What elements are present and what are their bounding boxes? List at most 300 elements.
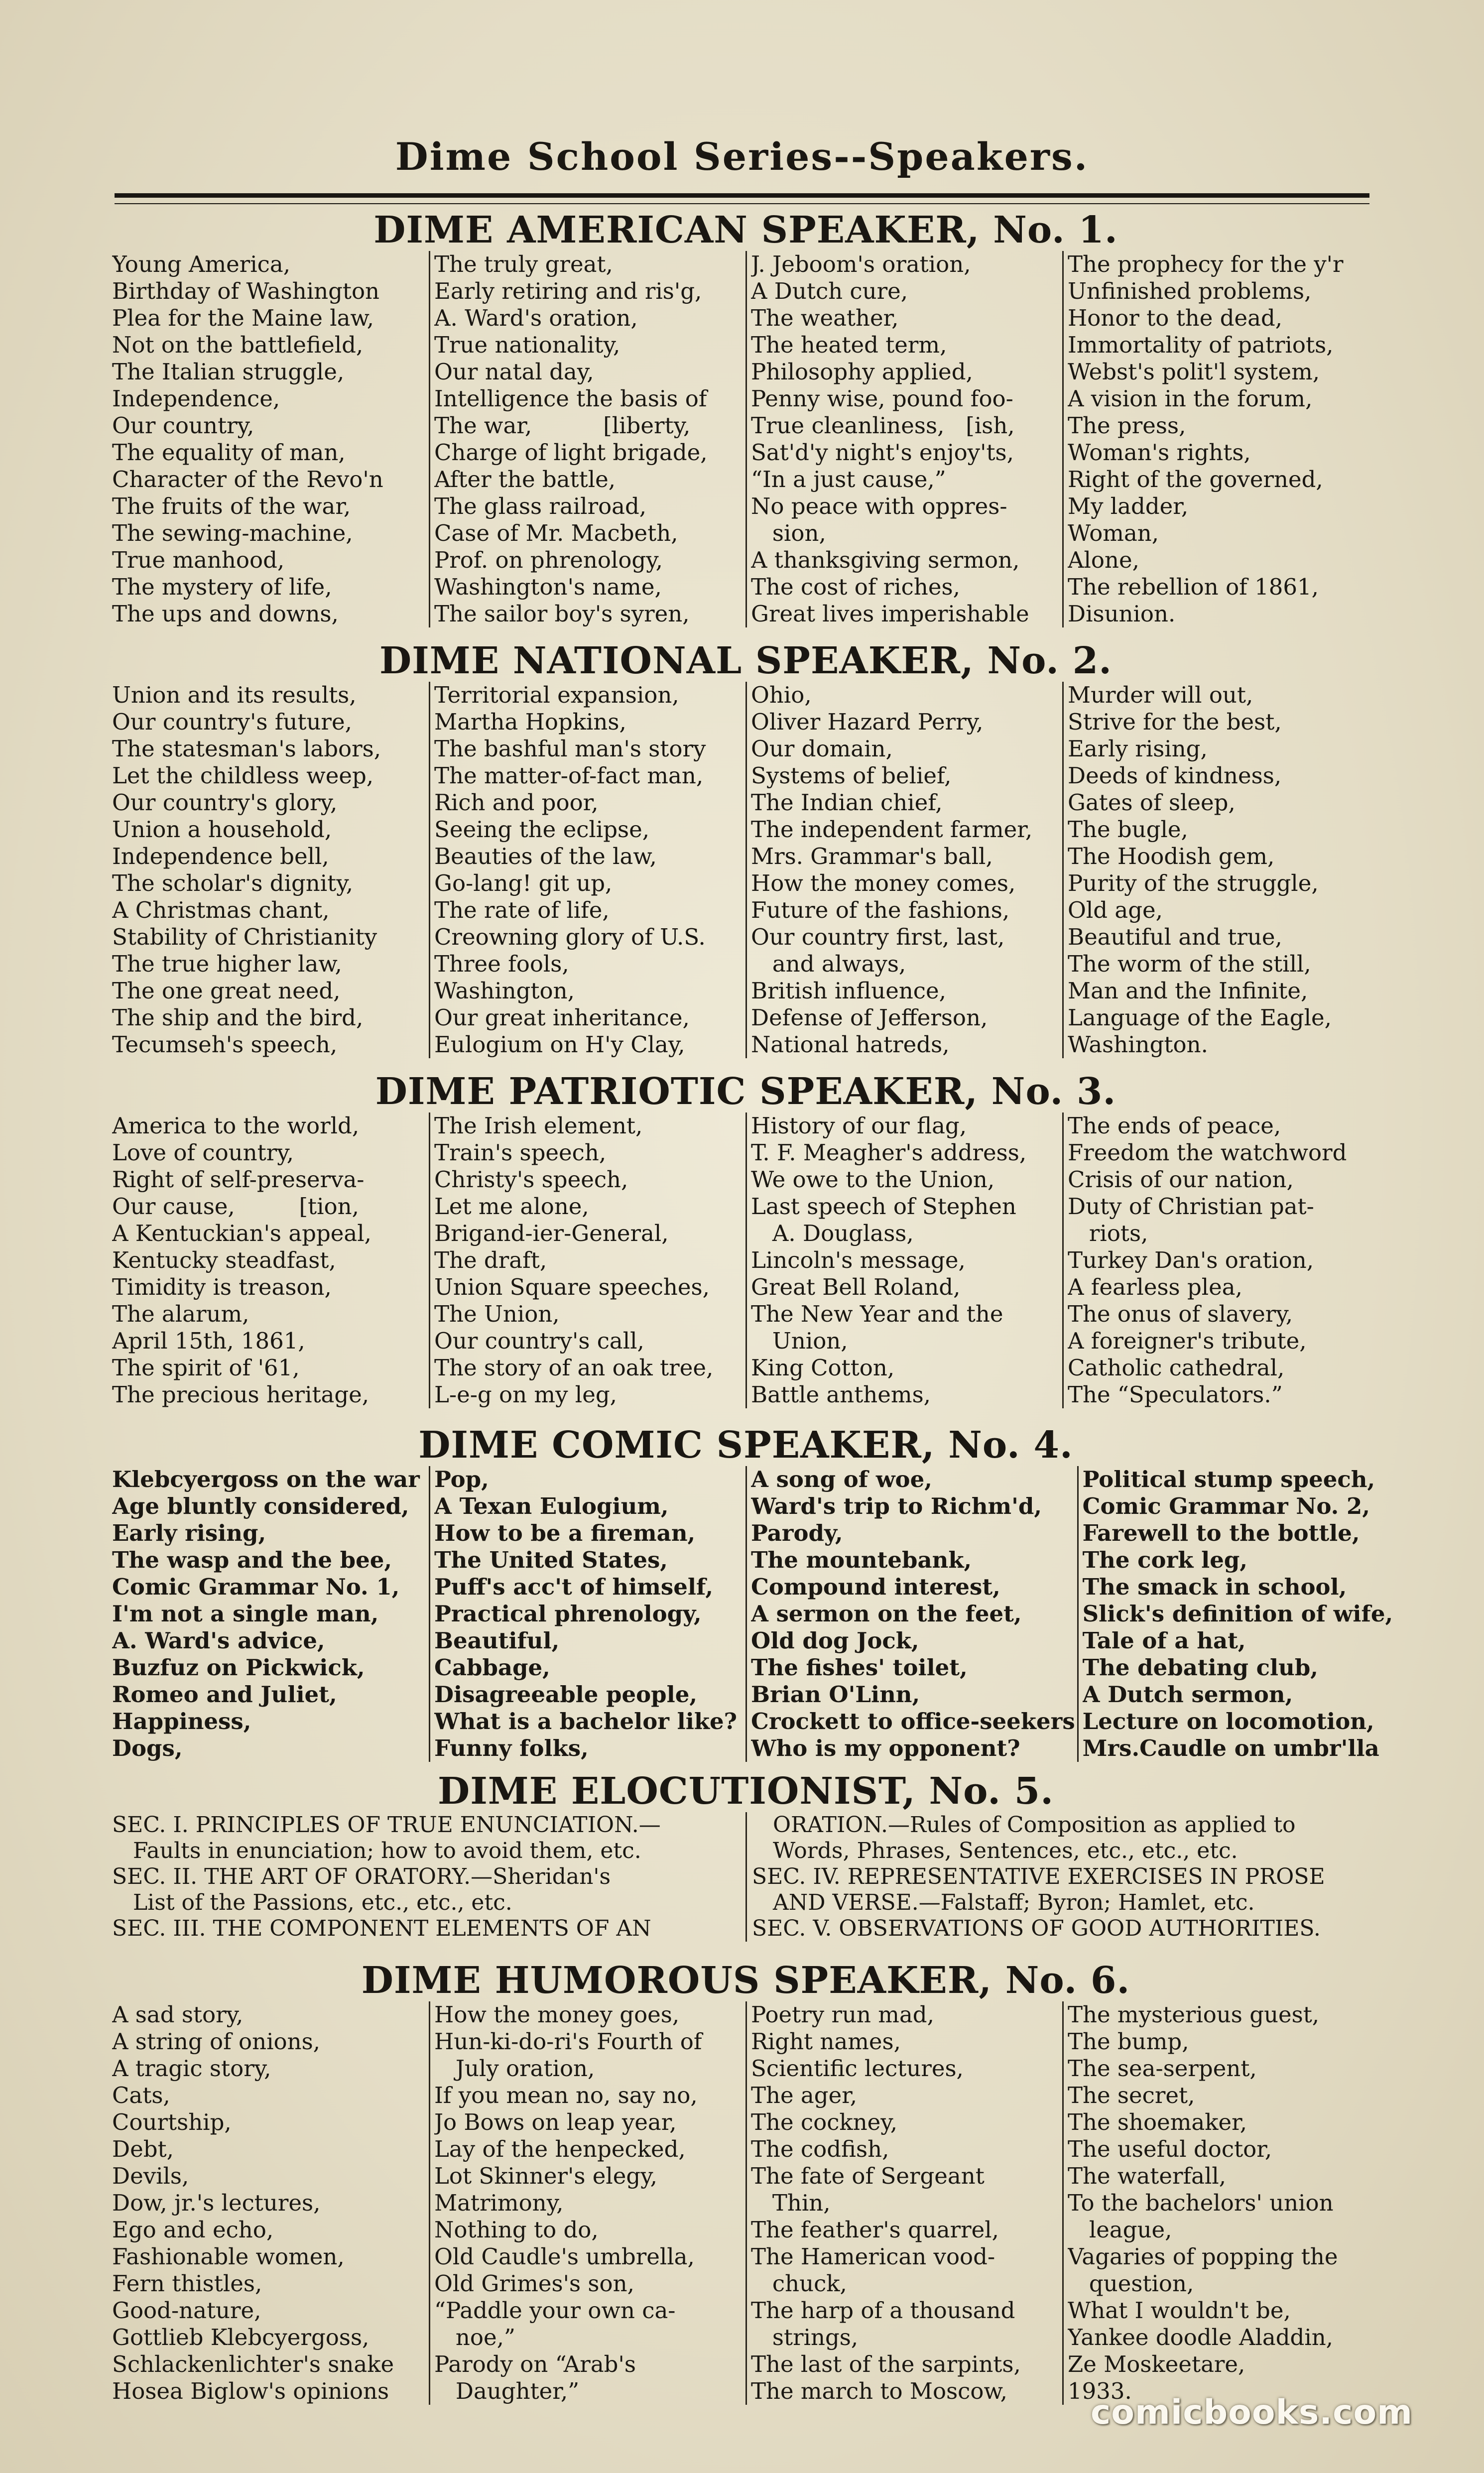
- speech-title: Cabbage,: [434, 1654, 550, 1681]
- speech-title: July oration,: [434, 2055, 595, 2082]
- speech-title: How the money goes,: [434, 2001, 680, 2028]
- speech-title: The cork leg,: [1082, 1547, 1247, 1573]
- speech-title: Hosea Biglow's opinions: [112, 2378, 389, 2404]
- speech-title: Parody,: [751, 1520, 843, 1546]
- speech-title: A. Ward's oration,: [434, 305, 638, 331]
- speech-column: [1062, 251, 1379, 627]
- section-american-speaker: [112, 209, 1379, 627]
- speech-title: Old age,: [1068, 897, 1163, 923]
- section-heading: DIME ELOCUTIONIST, No. 5.: [438, 1770, 1054, 1813]
- elocution-line: AND VERSE.—Falstaff; Byron; Hamlet, etc.: [752, 1890, 1255, 1915]
- speech-title: Defense of Jefferson,: [751, 1004, 988, 1031]
- speech-title: A vision in the forum,: [1068, 385, 1313, 412]
- speech-title: Philosophy applied,: [751, 359, 973, 385]
- speech-title: Webst's polit'l system,: [1068, 359, 1320, 385]
- speech-title: True manhood,: [112, 547, 285, 573]
- speech-title: Poetry run mad,: [751, 2001, 934, 2028]
- speech-title: A Dutch sermon,: [1082, 1681, 1293, 1708]
- speech-title: Seeing the eclipse,: [434, 816, 650, 843]
- speech-title: A tragic story,: [112, 2055, 271, 2082]
- speech-title: Happiness,: [112, 1708, 251, 1734]
- speech-title: Lay of the henpecked,: [434, 2136, 686, 2162]
- speech-title: The secret,: [1068, 2082, 1195, 2108]
- speech-title: Christy's speech,: [434, 1166, 628, 1193]
- speech-title: Vagaries of popping the: [1068, 2243, 1338, 2270]
- speech-title: Intelligence the basis of: [434, 385, 707, 412]
- speech-title: True nationality,: [434, 332, 620, 358]
- speech-title: If you mean no, say no,: [434, 2082, 698, 2108]
- speech-title: Prof. on phrenology,: [434, 547, 663, 573]
- speech-title: The onus of slavery,: [1068, 1301, 1293, 1327]
- speech-title: I'm not a single man,: [112, 1601, 379, 1627]
- speech-title: Fern thistles,: [112, 2270, 262, 2297]
- speech-title: Washington's name,: [434, 574, 662, 600]
- speech-title: The fishes' toilet,: [751, 1654, 968, 1681]
- speech-title: Creowning glory of U.S.: [434, 924, 706, 950]
- speech-title: Who is my opponent?: [751, 1735, 1020, 1761]
- speech-column: [429, 682, 745, 1058]
- section-heading: DIME NATIONAL SPEAKER, No. 2.: [379, 639, 1112, 682]
- speech-title: The cost of riches,: [751, 574, 960, 600]
- speech-title: A song of woe,: [751, 1466, 932, 1492]
- speech-title: Practical phrenology,: [434, 1601, 702, 1627]
- speech-title: Lincoln's message,: [751, 1247, 966, 1273]
- speech-title: The New Year and the: [751, 1301, 1003, 1327]
- speech-title: L-e-g on my leg,: [434, 1381, 617, 1408]
- speech-title: sion,: [751, 520, 826, 546]
- speech-column: [429, 1113, 745, 1408]
- speech-title: Good-nature,: [112, 2297, 261, 2324]
- speech-title: The shoemaker,: [1068, 2109, 1247, 2135]
- elocution-column: [745, 1812, 1379, 1942]
- speech-title: Honor to the dead,: [1068, 305, 1283, 331]
- speech-column: [745, 251, 1062, 627]
- speech-title: After the battle,: [434, 466, 616, 493]
- speech-title: The story of an oak tree,: [434, 1355, 714, 1381]
- speech-title: Yankee doodle Aladdin,: [1068, 2324, 1333, 2350]
- speech-title: Go-lang! git up,: [434, 870, 613, 896]
- speech-title: Washington,: [434, 978, 575, 1004]
- speech-title: league,: [1068, 2217, 1172, 2243]
- speech-title: Stability of Christianity: [112, 924, 377, 950]
- speech-title: Our country,: [112, 412, 254, 439]
- title-rule-thin: [115, 203, 1369, 204]
- speech-title: Character of the Revo'n: [112, 466, 383, 493]
- speech-column: [1077, 1466, 1395, 1762]
- speech-title: Systems of belief,: [751, 762, 952, 789]
- speech-title: The statesman's labors,: [112, 736, 381, 762]
- speech-title: The march to Moscow,: [751, 2378, 1007, 2404]
- speech-title: Political stump speech,: [1082, 1466, 1375, 1492]
- speech-title: Old dog Jock,: [751, 1627, 919, 1654]
- speech-title: Love of country,: [112, 1139, 294, 1166]
- watermark-logo: comicbooks.com: [1091, 2393, 1413, 2432]
- speech-title: The alarum,: [112, 1301, 249, 1327]
- speech-title: The useful doctor,: [1068, 2136, 1272, 2162]
- speech-title: How to be a fireman,: [434, 1520, 696, 1546]
- speech-title: Early rising,: [1068, 736, 1208, 762]
- speech-title: Beautiful and true,: [1068, 924, 1282, 950]
- speech-title: What I wouldn't be,: [1068, 2297, 1291, 2324]
- speech-column: [112, 1113, 429, 1408]
- speech-title: Our great inheritance,: [434, 1004, 690, 1031]
- speech-title: The ager,: [751, 2082, 858, 2108]
- speech-column: [745, 2001, 1062, 2405]
- speech-title: Unfinished problems,: [1068, 278, 1312, 304]
- speech-title: Purity of the struggle,: [1068, 870, 1319, 896]
- speech-title: A sermon on the feet,: [751, 1601, 1022, 1627]
- speech-column: [429, 251, 745, 627]
- speech-title: Great Bell Roland,: [751, 1274, 961, 1300]
- speech-title: Language of the Eagle,: [1068, 1004, 1332, 1031]
- speech-title: Sat'd'y night's enjoy'ts,: [751, 439, 1014, 466]
- speech-title: Funny folks,: [434, 1735, 589, 1761]
- speech-title: Independence bell,: [112, 843, 329, 869]
- speech-title: Old Grimes's son,: [434, 2270, 634, 2297]
- speech-title: The “Speculators.”: [1068, 1381, 1283, 1408]
- speech-title: Immortality of patriots,: [1068, 332, 1334, 358]
- section-patriotic-speaker: [112, 1071, 1379, 1408]
- speech-title: The cockney,: [751, 2109, 898, 2135]
- speech-title: Great lives imperishable: [751, 601, 1029, 627]
- speech-title: Matrimony,: [434, 2190, 564, 2216]
- speech-title: The rate of life,: [434, 897, 610, 923]
- elocution-line: ORATION.—Rules of Composition as applied to: [752, 1812, 1296, 1838]
- speech-title: Catholic cathedral,: [1068, 1355, 1285, 1381]
- speech-title: Mrs. Grammar's ball,: [751, 843, 993, 869]
- speech-title: A sad story,: [112, 2001, 244, 2028]
- speech-title: The last of the sarpints,: [751, 2351, 1021, 2377]
- speech-title: Union Square speeches,: [434, 1274, 710, 1300]
- speech-title: T. F. Meagher's address,: [751, 1139, 1027, 1166]
- speech-title: Right of the governed,: [1068, 466, 1323, 493]
- speech-title: The ship and the bird,: [112, 1004, 364, 1031]
- speech-title: The rebellion of 1861,: [1068, 574, 1319, 600]
- speech-column: [112, 251, 429, 627]
- speech-title: The scholar's dignity,: [112, 870, 354, 896]
- speech-title: The independent farmer,: [751, 816, 1033, 843]
- speech-column: [745, 682, 1062, 1058]
- speech-title: Our country's glory,: [112, 789, 338, 816]
- speech-title: “In a just cause,”: [751, 466, 946, 493]
- speech-title: Plea for the Maine law,: [112, 305, 374, 331]
- speech-title: Our country's future,: [112, 709, 352, 735]
- speech-title: What is a bachelor like?: [434, 1708, 738, 1734]
- elocution-line: SEC. III. THE COMPONENT ELEMENTS OF AN: [112, 1916, 651, 1941]
- elocution-line: SEC. V. OBSERVATIONS OF GOOD AUTHORITIES.: [752, 1916, 1321, 1941]
- speech-title: Alone,: [1068, 547, 1139, 573]
- speech-title: Ego and echo,: [112, 2217, 274, 2243]
- speech-title: The truly great,: [434, 251, 613, 277]
- speech-title: The Hoodish gem,: [1068, 843, 1275, 869]
- speech-title: Woman's rights,: [1068, 439, 1251, 466]
- speech-title: The sea-serpent,: [1068, 2055, 1257, 2082]
- speech-title: Deeds of kindness,: [1068, 762, 1282, 789]
- speech-title: Cats,: [112, 2082, 170, 2108]
- speech-title: Young America,: [112, 251, 291, 277]
- speech-column: [1062, 2001, 1379, 2405]
- speech-title: Parody on “Arab's: [434, 2351, 636, 2377]
- speech-title: A Christmas chant,: [112, 897, 330, 923]
- speech-title: The United States,: [434, 1547, 668, 1573]
- section-heading: DIME HUMOROUS SPEAKER, No. 6.: [361, 1959, 1130, 2002]
- speech-title: History of our flag,: [751, 1113, 967, 1139]
- speech-title: Age bluntly considered,: [112, 1493, 409, 1519]
- speech-title: The prophecy for the y'r: [1068, 251, 1344, 277]
- speech-title: Farewell to the bottle,: [1082, 1520, 1360, 1546]
- speech-title: Lecture on locomotion,: [1082, 1708, 1374, 1734]
- speech-title: Buzfuz on Pickwick,: [112, 1654, 365, 1681]
- speech-title: My ladder,: [1068, 493, 1189, 519]
- speech-title: Right of self-preserva-: [112, 1166, 365, 1193]
- speech-title: National hatreds,: [751, 1031, 950, 1058]
- elocution-line: List of the Passions, etc., etc., etc.: [112, 1890, 512, 1915]
- speech-title: Brigand-ier-General,: [434, 1220, 669, 1246]
- speech-title: Last speech of Stephen: [751, 1193, 1016, 1220]
- speech-title: A thanksgiving sermon,: [751, 547, 1020, 573]
- elocution-line: SEC. II. THE ART OF ORATORY.—Sheridan's: [112, 1864, 611, 1889]
- speech-title: Comic Grammar No. 1,: [112, 1574, 400, 1600]
- speech-title: Three fools,: [434, 951, 569, 977]
- speech-title: Martha Hopkins,: [434, 709, 626, 735]
- speech-title: The waterfall,: [1068, 2163, 1227, 2189]
- speech-title: The sewing-machine,: [112, 520, 353, 546]
- speech-title: The war, [liberty,: [434, 412, 691, 439]
- speech-title: King Cotton,: [751, 1355, 895, 1381]
- speech-title: The glass railroad,: [434, 493, 647, 519]
- section-elocutionist: [112, 1770, 1379, 1942]
- speech-title: Our domain,: [751, 736, 893, 762]
- speech-title: Union a household,: [112, 816, 332, 843]
- speech-title: A Texan Eulogium,: [434, 1493, 669, 1519]
- speech-title: “Paddle your own ca-: [434, 2297, 676, 2324]
- speech-title: The codfish,: [751, 2136, 889, 2162]
- speech-title: Fashionable women,: [112, 2243, 345, 2270]
- speech-title: Strive for the best,: [1068, 709, 1282, 735]
- speech-title: The worm of the still,: [1068, 951, 1311, 977]
- section-humorous-speaker: [112, 1960, 1379, 2405]
- speech-title: Eulogium on H'y Clay,: [434, 1031, 685, 1058]
- speech-title: Woman,: [1068, 520, 1159, 546]
- speech-title: Schlackenlichter's snake: [112, 2351, 394, 2377]
- speech-title: The bugle,: [1068, 816, 1188, 843]
- speech-title: Early rising,: [112, 1520, 266, 1546]
- speech-title: British influence,: [751, 978, 946, 1004]
- speech-column: [1062, 1113, 1379, 1408]
- speech-title: Disagreeable people,: [434, 1681, 698, 1708]
- speech-title: The smack in school,: [1082, 1574, 1347, 1600]
- speech-title: and always,: [751, 951, 906, 977]
- speech-title: Thin,: [751, 2190, 831, 2216]
- speech-title: A. Douglass,: [751, 1220, 914, 1246]
- speech-title: The wasp and the bee,: [112, 1547, 392, 1573]
- speech-title: Ohio,: [751, 682, 812, 708]
- speech-title: The spirit of '61,: [112, 1355, 300, 1381]
- speech-title: Beautiful,: [434, 1627, 560, 1654]
- speech-title: Union and its results,: [112, 682, 357, 708]
- speech-title: Our natal day,: [434, 359, 594, 385]
- speech-column: [429, 1466, 745, 1762]
- speech-column: [745, 1466, 1077, 1762]
- speech-title: Tale of a hat,: [1082, 1627, 1246, 1654]
- speech-title: strings,: [751, 2324, 859, 2350]
- speech-title: The draft,: [434, 1247, 547, 1273]
- speech-title: A foreigner's tribute,: [1068, 1328, 1307, 1354]
- speech-title: Pop,: [434, 1466, 489, 1492]
- speech-title: The press,: [1068, 412, 1186, 439]
- section-national-speaker: [112, 640, 1379, 1058]
- speech-title: The ends of peace,: [1068, 1113, 1281, 1139]
- speech-title: A. Ward's advice,: [112, 1627, 325, 1654]
- speech-title: Gates of sleep,: [1068, 789, 1236, 816]
- title-rule: [115, 193, 1369, 198]
- speech-title: A Kentuckian's appeal,: [112, 1220, 371, 1246]
- speech-title: Devils,: [112, 2163, 189, 2189]
- speech-title: Charge of light brigade,: [434, 439, 708, 466]
- speech-title: Comic Grammar No. 2,: [1082, 1493, 1370, 1519]
- speech-title: The equality of man,: [112, 439, 346, 466]
- elocution-column: [112, 1812, 745, 1942]
- speech-title: Crockett to office-seekers: [751, 1708, 1075, 1734]
- speech-title: The heated term,: [751, 332, 947, 358]
- section-heading: DIME AMERICAN SPEAKER, No. 1.: [373, 209, 1118, 251]
- speech-column: [112, 1466, 429, 1762]
- speech-title: The bashful man's story: [434, 736, 706, 762]
- speech-title: The bump,: [1068, 2028, 1189, 2055]
- speech-title: Case of Mr. Macbeth,: [434, 520, 678, 546]
- speech-title: Turkey Dan's oration,: [1068, 1247, 1314, 1273]
- speech-column: [112, 2001, 429, 2405]
- section-heading: DIME COMIC SPEAKER, No. 4.: [418, 1424, 1073, 1467]
- speech-title: The Irish element,: [434, 1113, 643, 1139]
- speech-title: Ze Moskeetare,: [1068, 2351, 1245, 2377]
- speech-title: The weather,: [751, 305, 899, 331]
- speech-title: Brian O'Linn,: [751, 1681, 920, 1708]
- elocution-line: Faults in enunciation; how to avoid them, etc.: [112, 1838, 641, 1863]
- speech-title: True cleanliness, [ish,: [751, 412, 1015, 439]
- speech-title: Hun-ki-do-ri's Fourth of: [434, 2028, 702, 2055]
- speech-title: question,: [1068, 2270, 1194, 2297]
- speech-title: April 15th, 1861,: [112, 1328, 305, 1354]
- speech-title: Tecumseh's speech,: [112, 1031, 338, 1058]
- speech-title: The sailor boy's syren,: [434, 601, 690, 627]
- speech-title: Battle anthems,: [751, 1381, 931, 1408]
- speech-title: The Italian struggle,: [112, 359, 345, 385]
- speech-title: Gottlieb Klebcyergoss,: [112, 2324, 370, 2350]
- speech-title: Train's speech,: [434, 1139, 607, 1166]
- elocution-line: SEC. I. PRINCIPLES OF TRUE ENUNCIATION.—: [112, 1812, 661, 1838]
- speech-title: The matter-of-fact man,: [434, 762, 704, 789]
- speech-title: The true higher law,: [112, 951, 342, 977]
- speech-title: Old Caudle's umbrella,: [434, 2243, 695, 2270]
- speech-title: Future of the fashions,: [751, 897, 1010, 923]
- speech-title: Ward's trip to Richm'd,: [751, 1493, 1042, 1519]
- speech-title: Let the childless weep,: [112, 762, 374, 789]
- speech-title: Lot Skinner's elegy,: [434, 2163, 657, 2189]
- speech-title: Slick's definition of wife,: [1082, 1601, 1393, 1627]
- speech-title: Early retiring and ris'g,: [434, 278, 702, 304]
- speech-title: Disunion.: [1068, 601, 1176, 627]
- speech-title: Crisis of our nation,: [1068, 1166, 1294, 1193]
- speech-title: Kentucky steadfast,: [112, 1247, 336, 1273]
- speech-title: The mystery of life,: [112, 574, 332, 600]
- elocution-line: SEC. IV. REPRESENTATIVE EXERCISES IN PROSE: [752, 1864, 1325, 1889]
- speech-title: To the bachelors' union: [1068, 2190, 1334, 2216]
- speech-title: Dogs,: [112, 1735, 183, 1761]
- speech-title: The harp of a thousand: [751, 2297, 1015, 2324]
- speech-title: Our country's call,: [434, 1328, 644, 1354]
- speech-title: The Indian chief,: [751, 789, 943, 816]
- speech-title: Beauties of the law,: [434, 843, 657, 869]
- page-title: Dime School Series--Speakers.: [395, 134, 1089, 179]
- speech-title: Mrs.Caudle on umbr'lla: [1082, 1735, 1379, 1761]
- speech-title: Not on the battlefield,: [112, 332, 364, 358]
- speech-title: A Dutch cure,: [751, 278, 908, 304]
- speech-column: [1062, 682, 1379, 1058]
- speech-title: Klebcyergoss on the war: [112, 1466, 420, 1492]
- speech-title: America to the world,: [112, 1113, 360, 1139]
- elocution-line: Words, Phrases, Sentences, etc., etc., etc.: [752, 1838, 1238, 1863]
- speech-title: Compound interest,: [751, 1574, 1000, 1600]
- speech-title: Debt,: [112, 2136, 174, 2162]
- speech-column: [429, 2001, 745, 2405]
- speech-title: Right names,: [751, 2028, 901, 2055]
- speech-title: How the money comes,: [751, 870, 1016, 896]
- section-heading: DIME PATRIOTIC SPEAKER, No. 3.: [375, 1070, 1116, 1113]
- speech-title: Nothing to do,: [434, 2217, 599, 2243]
- speech-title: No peace with oppres-: [751, 493, 1007, 519]
- speech-title: We owe to the Union,: [751, 1166, 995, 1193]
- speech-title: Washington.: [1068, 1031, 1208, 1058]
- speech-title: Scientific lectures,: [751, 2055, 964, 2082]
- speech-title: Daughter,”: [434, 2378, 580, 2404]
- section-comic-speaker: [112, 1424, 1393, 1762]
- speech-title: The feather's quarrel,: [751, 2217, 999, 2243]
- speech-title: Our cause, [tion,: [112, 1193, 359, 1220]
- speech-title: J. Jeboom's oration,: [751, 251, 971, 277]
- speech-title: 1933.: [1068, 2378, 1132, 2404]
- speech-title: Romeo and Juliet,: [112, 1681, 337, 1708]
- speech-column: [112, 682, 429, 1058]
- speech-title: Our country first, last,: [751, 924, 1005, 950]
- speech-title: A string of onions,: [112, 2028, 320, 2055]
- speech-title: The fate of Sergeant: [751, 2163, 985, 2189]
- speech-title: Jo Bows on leap year,: [434, 2109, 677, 2135]
- speech-title: The Hamerican vood-: [751, 2243, 995, 2270]
- speech-title: The fruits of the war,: [112, 493, 351, 519]
- speech-title: Oliver Hazard Perry,: [751, 709, 984, 735]
- speech-title: Duty of Christian pat-: [1068, 1193, 1314, 1220]
- speech-title: noe,”: [434, 2324, 515, 2350]
- speech-title: Independence,: [112, 385, 280, 412]
- speech-title: Birthday of Washington: [112, 278, 380, 304]
- speech-title: The debating club,: [1082, 1654, 1318, 1681]
- speech-title: Let me alone,: [434, 1193, 589, 1220]
- speech-title: Territorial expansion,: [434, 682, 679, 708]
- speech-title: The mountebank,: [751, 1547, 972, 1573]
- speech-column: [745, 1113, 1062, 1408]
- speech-title: Rich and poor,: [434, 789, 599, 816]
- speech-title: The mysterious guest,: [1068, 2001, 1320, 2028]
- speech-title: Freedom the watchword: [1068, 1139, 1347, 1166]
- speech-title: Penny wise, pound foo-: [751, 385, 1013, 412]
- speech-title: Courtship,: [112, 2109, 232, 2135]
- speech-title: Murder will out,: [1068, 682, 1253, 708]
- speech-title: chuck,: [751, 2270, 847, 2297]
- speech-title: The Union,: [434, 1301, 560, 1327]
- speech-title: Man and the Infinite,: [1068, 978, 1308, 1004]
- speech-title: Timidity is treason,: [112, 1274, 332, 1300]
